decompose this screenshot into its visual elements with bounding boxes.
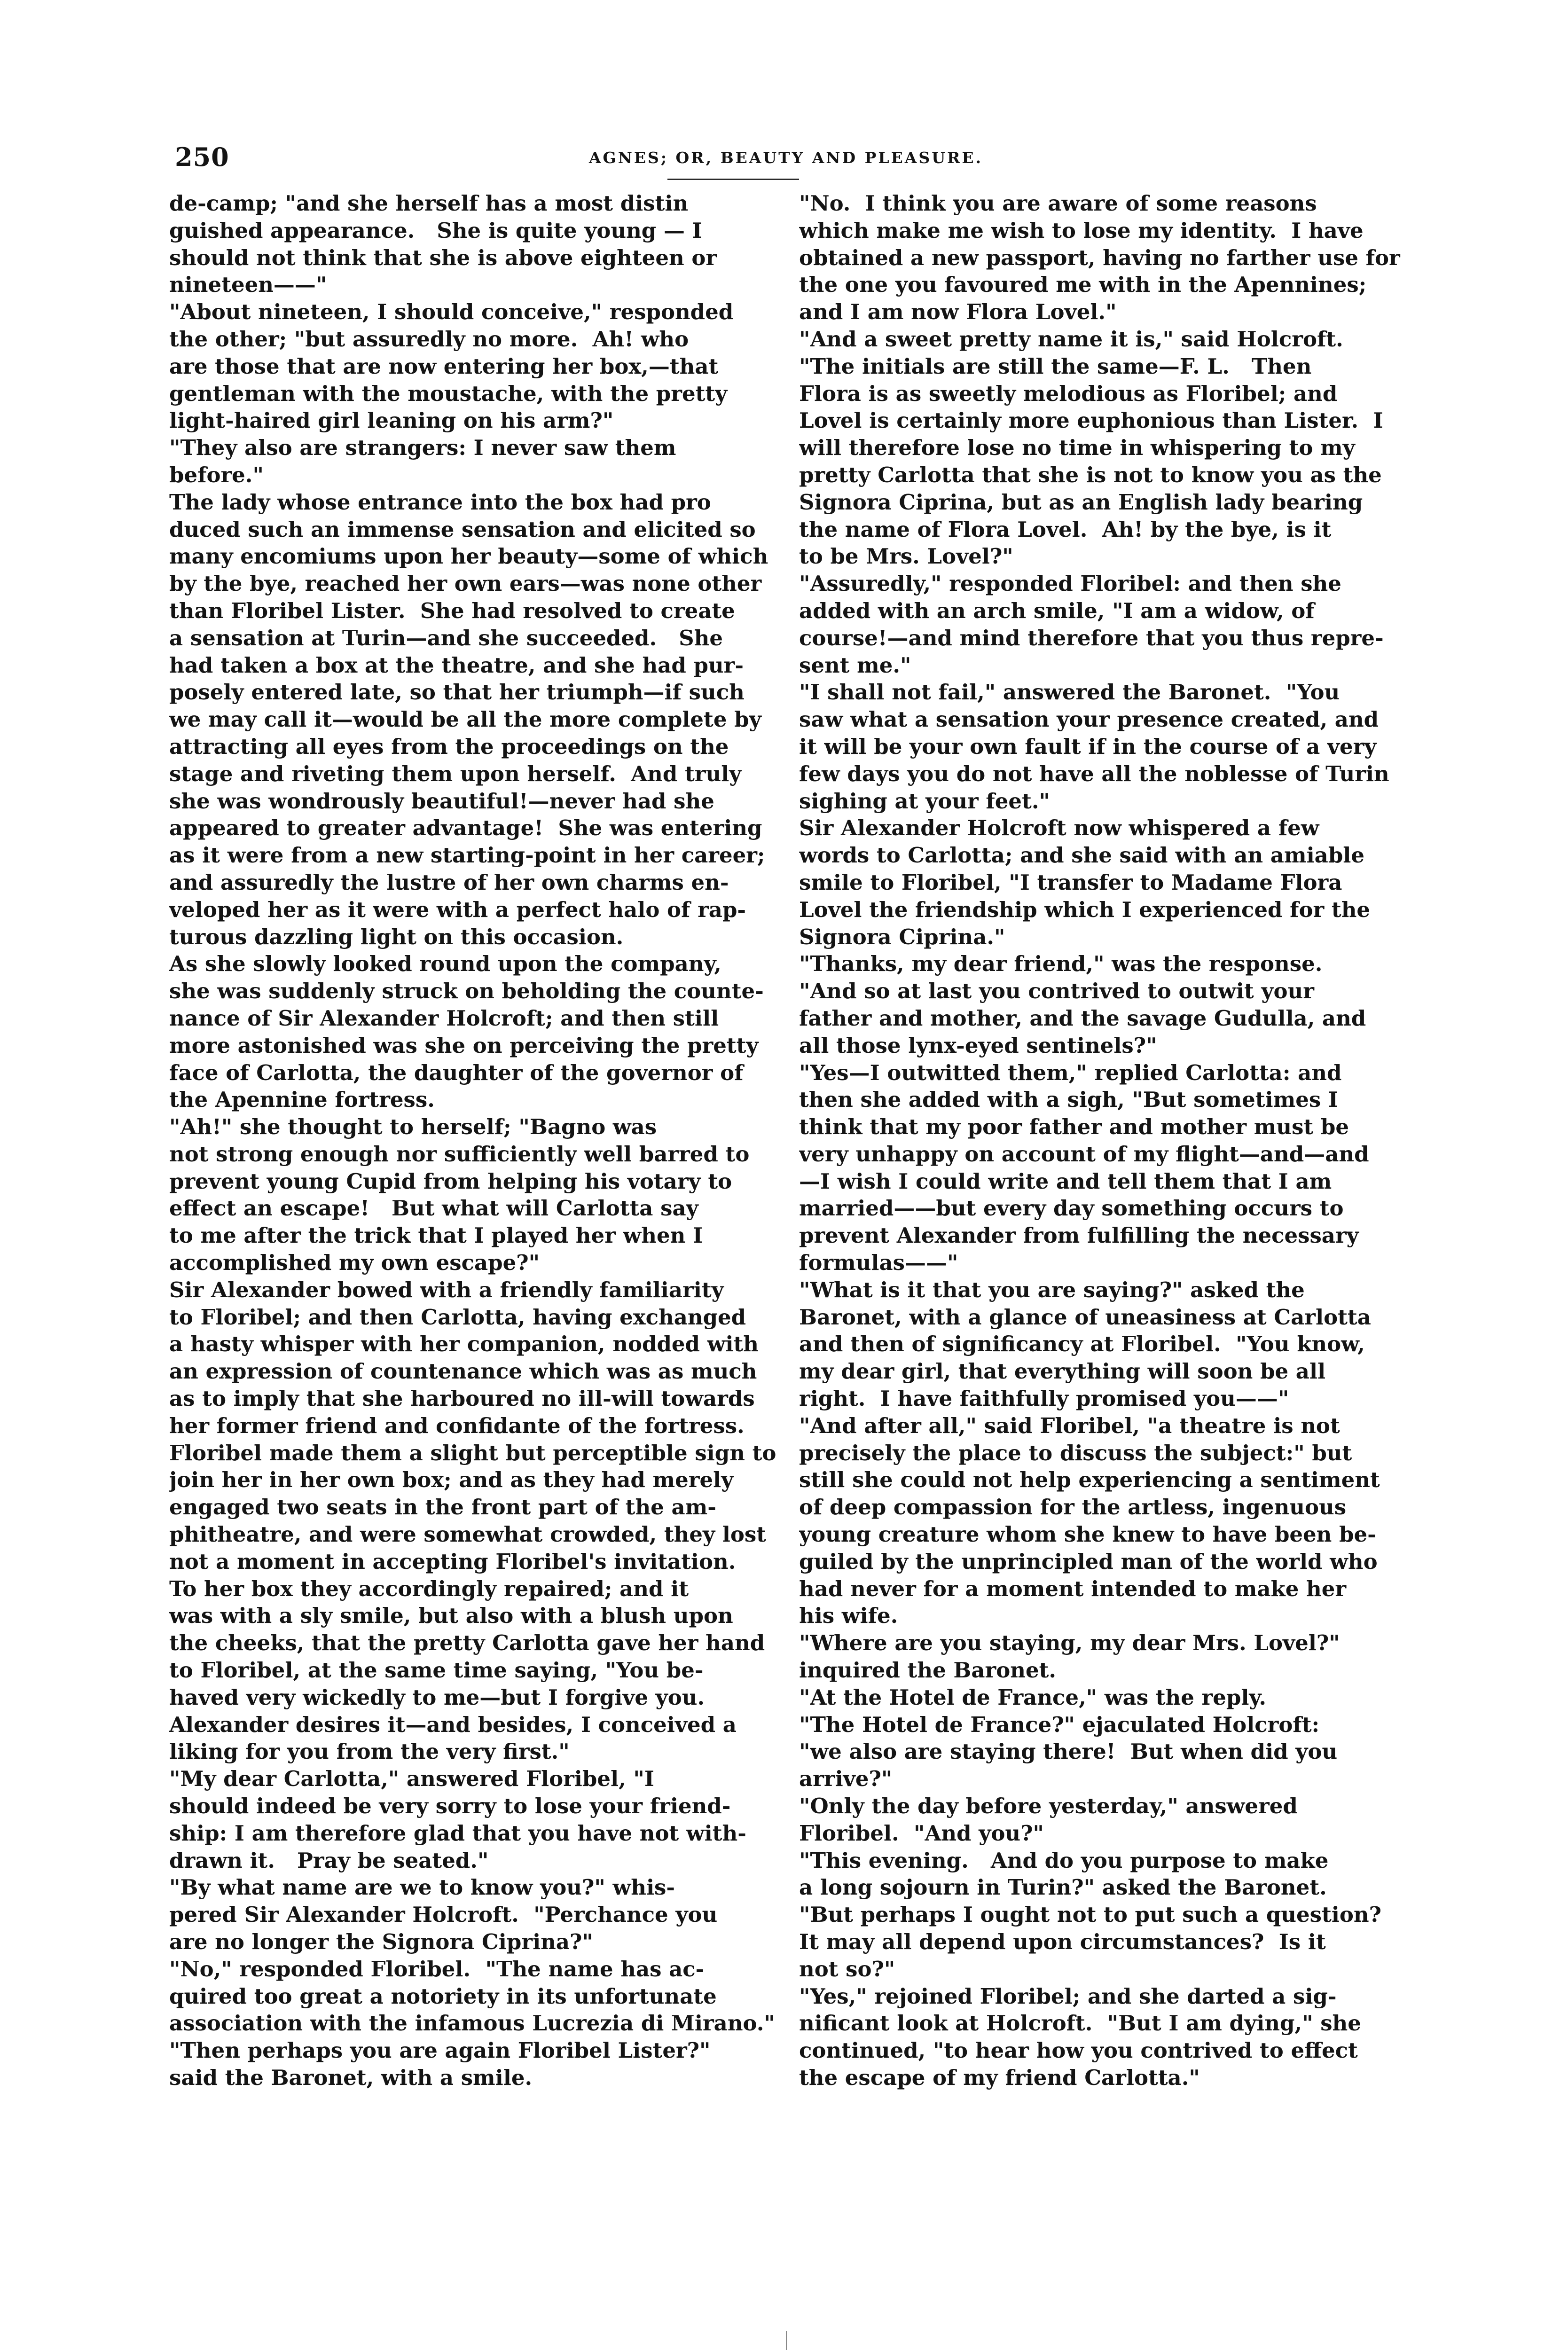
text-line: haved very wickedly to me—but I forgive you. xyxy=(169,1684,705,1710)
text-line: few days you do not have all the noblesse of Turin xyxy=(799,761,1389,786)
text-line: gentleman with the moustache, with the pretty xyxy=(169,381,728,406)
text-line: Alexander desires it—and besides, I conceived a xyxy=(169,1712,737,1737)
text-line: Signora Ciprina, but as an English lady bearing xyxy=(799,489,1363,515)
text-line: words to Carlotta; and she said with an amiable xyxy=(799,843,1365,868)
text-line: as to imply that she harboured no ill-will towards xyxy=(169,1386,755,1411)
text-line: than Floribel Lister. She had resolved to create xyxy=(169,598,735,623)
text-line: nance of Sir Alexander Holcroft; and then still xyxy=(169,1005,719,1031)
text-line: "Yes—I outwitted them," replied Carlotta: and xyxy=(799,1060,1342,1085)
text-line: to Floribel, at the same time saying, "You be- xyxy=(169,1658,704,1683)
text-line: arrive?" xyxy=(799,1766,893,1792)
text-line: then she added with a sigh, "But sometimes I xyxy=(799,1087,1338,1112)
text-line: not so?" xyxy=(799,1956,895,1982)
text-line: the escape of my friend Carlotta." xyxy=(799,2065,1200,2090)
text-line: It may all depend upon circumstances? Is it xyxy=(799,1929,1326,1954)
text-line: we may call it—would be all the more complete by xyxy=(169,707,761,732)
text-line: association with the infamous Lucrezia di Mirano." xyxy=(169,2011,775,2036)
text-line: de-camp; "and she herself has a most distin xyxy=(169,191,689,216)
text-line: "About nineteen, I should conceive," responded xyxy=(169,299,734,325)
text-line: Baronet, with a glance of uneasiness at Carlotta xyxy=(799,1304,1371,1330)
text-line: should not think that she is above eighteen or xyxy=(169,245,717,270)
text-line: drawn it. Pray be seated." xyxy=(169,1848,489,1873)
text-line: "And a sweet pretty name it is," said Holcroft. xyxy=(799,326,1343,352)
text-line: "Yes," rejoined Floribel; and she darted a sig- xyxy=(799,1983,1337,2009)
text-line: not a moment in accepting Floribel's invitation. xyxy=(169,1549,736,1574)
text-line: quired too great a notoriety in its unfortunate xyxy=(169,1983,717,2009)
text-line: father and mother, and the savage Gudulla, and xyxy=(799,1005,1366,1031)
text-line: many encomiums upon her beauty—some of which xyxy=(169,544,768,569)
text-line: "This evening. And do you purpose to make xyxy=(799,1848,1329,1873)
text-line: "we also are staying there! But when did you xyxy=(799,1739,1338,1764)
text-line: posely entered late, so that her triumph—if such xyxy=(169,680,745,705)
text-line: phitheatre, and were somewhat crowded, they lost xyxy=(169,1522,766,1547)
text-line: "No. I think you are aware of some reasons xyxy=(799,191,1317,216)
text-line: The lady whose entrance into the box had pro xyxy=(169,489,711,515)
text-line: very unhappy on account of my flight—and—and xyxy=(799,1141,1369,1167)
text-line: added with an arch smile, "I am a widow, of xyxy=(799,598,1315,623)
text-line: to be Mrs. Lovel?" xyxy=(799,544,1013,569)
text-line: by the bye, reached her own ears—was none other xyxy=(169,571,762,596)
text-line: "Ah!" she thought to herself; "Bagno was xyxy=(169,1114,657,1140)
text-line: sent me." xyxy=(799,652,911,678)
text-line: before." xyxy=(169,462,264,487)
left-column xyxy=(169,190,777,2092)
text-line: accomplished my own escape?" xyxy=(169,1250,540,1276)
text-line: "What is it that you are saying?" asked the xyxy=(799,1277,1305,1302)
text-line: "And after all," said Floribel, "a theatre is not xyxy=(799,1413,1340,1438)
text-line: turous dazzling light on this occasion. xyxy=(169,924,624,949)
column-divider xyxy=(786,2331,787,2350)
text-line: and I am now Flora Lovel." xyxy=(799,299,1117,325)
text-line: pered Sir Alexander Holcroft. "Perchance you xyxy=(169,1902,718,1927)
text-line: nificant look at Holcroft. "But I am dying," she xyxy=(799,2011,1361,2036)
text-line: think that my poor father and mother must be xyxy=(799,1114,1349,1140)
text-line: which make me wish to lose my identity. I have xyxy=(799,218,1364,243)
text-line: effect an escape! But what will Carlotta say xyxy=(169,1196,698,1221)
text-line: right. I have faithfully promised you——" xyxy=(799,1386,1289,1411)
text-line: pretty Carlotta that she is not to know you as the xyxy=(799,462,1382,487)
text-line: had taken a box at the theatre, and she had pur- xyxy=(169,652,744,678)
text-line: duced such an immense sensation and elicited so xyxy=(169,517,756,542)
text-line: his wife. xyxy=(799,1603,898,1629)
text-line: prevent Alexander from fulfilling the necessary xyxy=(799,1223,1359,1248)
text-line: appeared to greater advantage! She was entering xyxy=(169,815,762,841)
text-line: it will be your own fault if in the course of a very xyxy=(799,734,1377,759)
text-line: of deep compassion for the artless, ingenuous xyxy=(799,1495,1347,1520)
text-line: "By what name are we to know you?" whis- xyxy=(169,1875,675,1900)
text-line: she was suddenly struck on beholding the counte- xyxy=(169,979,764,1004)
text-line: guished appearance. She is quite young — I xyxy=(169,218,702,243)
page-header xyxy=(175,142,1397,180)
text-line: "Then perhaps you are again Floribel Lister?" xyxy=(169,2038,711,2063)
text-line: "The initials are still the same—F. L. Then xyxy=(799,353,1312,379)
text-line: face of Carlotta, the daughter of the governor of xyxy=(169,1060,744,1085)
running-title: AGNES; OR, BEAUTY AND PLEASURE. xyxy=(588,149,983,167)
text-line: as it were from a new starting-point in her career; xyxy=(169,843,765,868)
text-line: "The Hotel de France?" ejaculated Holcroft: xyxy=(799,1712,1320,1737)
text-line: the one you favoured me with in the Apennines; xyxy=(799,272,1367,298)
text-line: "My dear Carlotta," answered Floribel, "I xyxy=(169,1766,654,1792)
text-line: young creature whom she knew to have been be- xyxy=(799,1522,1376,1547)
text-line: a hasty whisper with her companion, nodded with xyxy=(169,1332,759,1357)
text-line: Flora is as sweetly melodious as Floribel; and xyxy=(799,381,1338,406)
text-line: was with a sly smile, but also with a blush upon xyxy=(169,1603,733,1629)
text-line: engaged two seats in the front part of the am- xyxy=(169,1495,716,1520)
text-line: liking for you from the very first." xyxy=(169,1739,570,1764)
text-line: should indeed be very sorry to lose your friend- xyxy=(169,1794,731,1819)
text-line: Sir Alexander bowed with a friendly familiarity xyxy=(169,1277,724,1302)
text-line: the Apennine fortress. xyxy=(169,1087,435,1112)
right-column xyxy=(799,190,1407,2092)
text-line: she was wondrously beautiful!—never had she xyxy=(169,788,714,814)
text-line: to me after the trick that I played her when I xyxy=(169,1223,703,1248)
text-line: "Assuredly," responded Floribel: and then she xyxy=(799,571,1341,596)
text-line: ship: I am therefore glad that you have not with- xyxy=(169,1820,746,1846)
text-line: "I shall not fail," answered the Baronet. "You xyxy=(799,680,1340,705)
text-line: a sensation at Turin—and she succeeded. She xyxy=(169,625,723,650)
text-line: will therefore lose no time in whispering to my xyxy=(799,435,1355,461)
text-line: obtained a new passport, having no farther use for xyxy=(799,245,1400,270)
text-line: had never for a moment intended to make her xyxy=(799,1576,1347,1601)
text-line: not strong enough nor sufficiently well barred to xyxy=(169,1141,750,1167)
text-line: saw what a sensation your presence created, and xyxy=(799,707,1379,732)
text-line: formulas——" xyxy=(799,1250,958,1276)
text-line: stage and riveting them upon herself. And truly xyxy=(169,761,742,786)
text-line: Floribel. "And you?" xyxy=(799,1820,1044,1846)
text-line: an expression of countenance which was as much xyxy=(169,1359,757,1384)
text-line: "And so at last you contrived to outwit your xyxy=(799,979,1314,1004)
text-line: are those that are now entering her box,—that xyxy=(169,353,719,379)
text-line: veloped her as it were with a perfect halo of rap- xyxy=(169,897,746,922)
text-line: still she could not help experiencing a sentiment xyxy=(799,1467,1380,1493)
text-line: Lovel the friendship which I experienced for the xyxy=(799,897,1371,922)
text-line: the other; "but assuredly no more. Ah! who xyxy=(169,326,689,352)
text-line: married——but every day something occurs to xyxy=(799,1196,1344,1221)
header-rule xyxy=(667,179,799,180)
text-line: are no longer the Signora Ciprina?" xyxy=(169,1929,593,1954)
text-line: and assuredly the lustre of her own charms en- xyxy=(169,870,729,895)
text-line: prevent young Cupid from helping his votary to xyxy=(169,1168,732,1194)
page-number: 250 xyxy=(175,142,229,172)
text-line: "Where are you staying, my dear Mrs. Lovel?" xyxy=(799,1630,1340,1656)
text-line: said the Baronet, with a smile. xyxy=(169,2065,533,2090)
text-line: the cheeks, that the pretty Carlotta gave her hand xyxy=(169,1630,765,1656)
text-line: "Thanks, my dear friend," was the response. xyxy=(799,951,1323,977)
text-line: "But perhaps I ought not to put such a question? xyxy=(799,1902,1381,1927)
text-line: course!—and mind therefore that you thus repre- xyxy=(799,625,1384,650)
text-line: "Only the day before yesterday," answered xyxy=(799,1794,1298,1819)
text-line: Lovel is certainly more euphonious than Lister. I xyxy=(799,408,1383,433)
text-line: more astonished was she on perceiving the pretty xyxy=(169,1033,759,1058)
text-line: and then of significancy at Floribel. "You know, xyxy=(799,1332,1365,1357)
text-line: precisely the place to discuss the subject:" but xyxy=(799,1440,1352,1465)
text-line: guiled by the unprincipled man of the world who xyxy=(799,1549,1378,1574)
text-line: a long sojourn in Turin?" asked the Baronet. xyxy=(799,1875,1327,1900)
text-line: "No," responded Floribel. "The name has ac- xyxy=(169,1956,705,1982)
text-line: smile to Floribel, "I transfer to Madame Flora xyxy=(799,870,1342,895)
text-line: my dear girl, that everything will soon be all xyxy=(799,1359,1326,1384)
text-line: As she slowly looked round upon the company, xyxy=(169,951,721,977)
text-line: sighing at your feet." xyxy=(799,788,1050,814)
text-line: attracting all eyes from the proceedings on the xyxy=(169,734,729,759)
text-line: "At the Hotel de France," was the reply. xyxy=(799,1684,1267,1710)
text-line: —I wish I could write and tell them that I am xyxy=(799,1168,1332,1194)
text-line: light-haired girl leaning on his arm?" xyxy=(169,408,614,433)
text-line: inquired the Baronet. xyxy=(799,1658,1057,1683)
text-line: continued, "to hear how you contrived to effect xyxy=(799,2038,1358,2063)
text-line: the name of Flora Lovel. Ah! by the bye, is it xyxy=(799,517,1332,542)
text-line: join her in her own box; and as they had merely xyxy=(169,1467,734,1493)
text-line: Floribel made them a slight but perceptible sign to xyxy=(169,1440,776,1465)
text-line: all those lynx-eyed sentinels?" xyxy=(799,1033,1157,1058)
text-line: Signora Ciprina." xyxy=(799,924,1005,949)
text-line: Sir Alexander Holcroft now whispered a few xyxy=(799,815,1319,841)
text-line: To her box they accordingly repaired; and it xyxy=(169,1576,689,1601)
text-line: her former friend and confidante of the fortress. xyxy=(169,1413,745,1438)
text-line: nineteen——" xyxy=(169,272,327,298)
text-line: to Floribel; and then Carlotta, having exchanged xyxy=(169,1304,746,1330)
text-line: "They also are strangers: I never saw them xyxy=(169,435,676,461)
